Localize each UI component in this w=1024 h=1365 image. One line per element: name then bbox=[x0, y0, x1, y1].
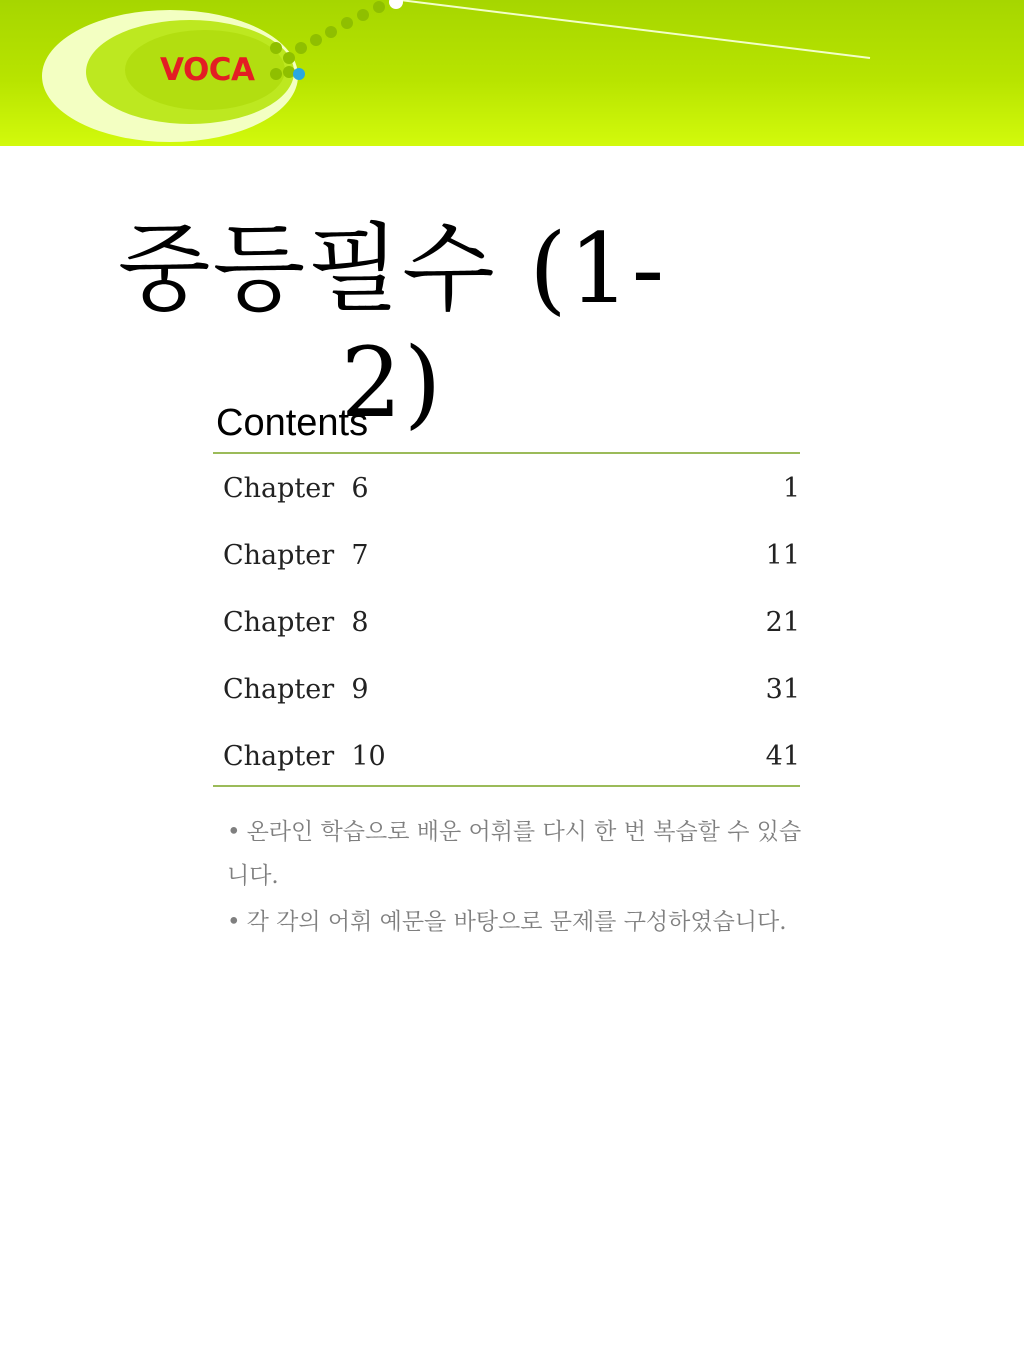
toc-row bbox=[223, 455, 800, 522]
dot bbox=[295, 42, 307, 54]
toc-chapter-label: Chapter 8 bbox=[223, 607, 369, 638]
toc-row bbox=[223, 522, 800, 589]
dot bbox=[325, 26, 337, 38]
toc-page-number: 21 bbox=[765, 607, 800, 638]
contents-heading: Contents bbox=[216, 402, 369, 444]
logo-text: VOCA bbox=[160, 52, 255, 88]
toc-chapter-label: Chapter 9 bbox=[223, 674, 369, 705]
dot bbox=[270, 68, 282, 80]
header-band bbox=[0, 0, 1024, 146]
dot bbox=[373, 1, 385, 13]
dot bbox=[283, 66, 295, 78]
dot bbox=[341, 17, 353, 29]
toc-chapter-label: Chapter 10 bbox=[223, 741, 386, 772]
toc-page-number: 11 bbox=[765, 540, 800, 571]
toc-chapter-label: Chapter 6 bbox=[223, 473, 369, 504]
header-line bbox=[400, 0, 870, 58]
logo-graphic bbox=[0, 0, 1024, 146]
dot bbox=[283, 52, 295, 64]
toc-list bbox=[223, 455, 800, 790]
note-text: 각 각의 어휘 예문을 바탕으로 문제를 구성하였습니다. bbox=[246, 909, 787, 935]
bullet: • bbox=[227, 909, 241, 935]
toc-chapter-label: Chapter 7 bbox=[223, 540, 369, 571]
dot bbox=[389, 0, 403, 9]
toc-page-number: 1 bbox=[782, 473, 800, 504]
dot bbox=[357, 9, 369, 21]
page-title: 중등필수 (1-2) bbox=[117, 213, 667, 439]
toc-page-number: 41 bbox=[765, 741, 800, 772]
toc-row bbox=[223, 723, 800, 790]
toc-page-number: 31 bbox=[765, 674, 800, 705]
note-item bbox=[227, 810, 817, 898]
toc-top-rule bbox=[213, 452, 800, 454]
toc-bottom-rule bbox=[213, 785, 800, 787]
toc-row bbox=[223, 656, 800, 723]
dot bbox=[310, 34, 322, 46]
note-item bbox=[227, 900, 817, 944]
note-text: 온라인 학습으로 배운 어휘를 다시 한 번 복습할 수 있습니다. bbox=[227, 819, 802, 889]
dot bbox=[270, 42, 282, 54]
bullet: • bbox=[227, 819, 241, 845]
accent-dot bbox=[293, 68, 305, 80]
toc-row bbox=[223, 589, 800, 656]
notes-list bbox=[227, 810, 817, 946]
